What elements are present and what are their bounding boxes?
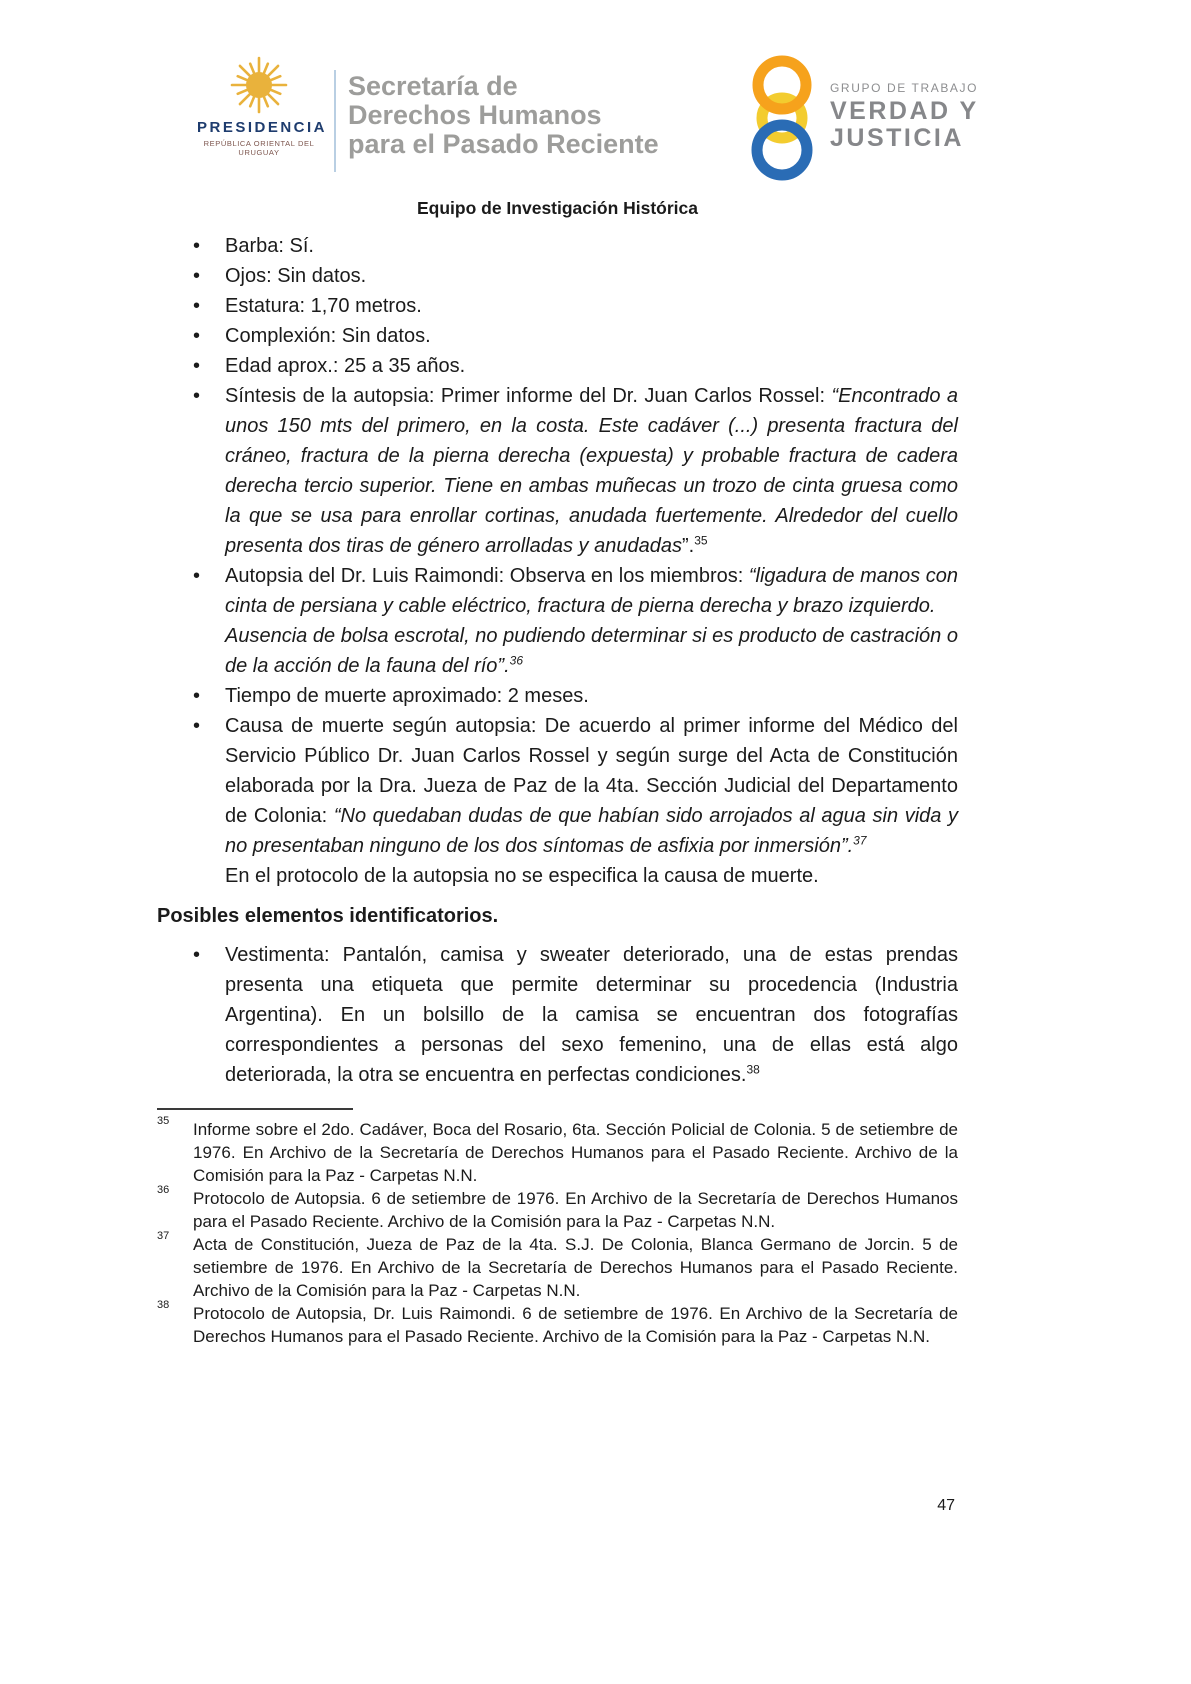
bullet-marker: • <box>193 355 201 377</box>
footnotes-section <box>0 1108 1191 1348</box>
footnote-number: 37 <box>157 1230 170 1242</box>
grupo-logo <box>744 54 979 182</box>
presidencia-logo <box>197 56 328 157</box>
list-item <box>157 940 958 1090</box>
quote-text: “No quedaban dudas de que habían sido arrojados al agua sin vida y no presentaban ninguno de los dos síntomas de asfixia por inmersión”. <box>225 805 958 857</box>
document-title: Equipo de Investigación Histórica <box>416 198 699 218</box>
quote-text: Ausencia de bolsa escrotal, no pudiendo determinar si es producto de castración o de la acción de la fauna del río”. <box>225 625 958 677</box>
secretaria-line1: Secretaría de <box>348 71 518 101</box>
footnote-text: Acta de Constitución, Jueza de Paz de la 4ta. S.J. De Colonia, Blanca Germano de Jorcin. 5 de setiembre de 1976. En Archivo de la Secretaría de Derechos Humanos para el Pasado Reciente. Archivo de la Comisión para la Paz - Carpetas N.N. <box>193 1235 958 1300</box>
presidencia-subtitle: REPÚBLICA ORIENTAL DEL URUGUAY <box>203 139 315 157</box>
bullet-marker: • <box>193 565 201 587</box>
list-item <box>157 381 958 561</box>
section-heading: Posibles elementos identificatorios. <box>157 905 499 927</box>
bullet-marker: • <box>193 295 201 317</box>
secretaria-wordmark <box>348 72 659 159</box>
list-item <box>157 561 958 681</box>
grupo-line2: VERDAD Y <box>830 97 979 125</box>
bullet-list <box>157 940 958 1090</box>
sun-icon <box>226 56 292 114</box>
item-text: Edad aprox.: 25 a 35 años. <box>225 355 466 377</box>
footnote <box>157 1230 958 1302</box>
list-item <box>157 231 958 261</box>
bullet-marker: • <box>193 385 201 407</box>
list-item <box>157 351 958 381</box>
item-text: Estatura: 1,70 metros. <box>225 295 422 317</box>
bullet-marker: • <box>193 235 201 257</box>
footnote-ref: 36 <box>509 653 523 668</box>
bullet-list <box>157 231 958 891</box>
footnote-text: Protocolo de Autopsia. 6 de setiembre de 1976. En Archivo de la Secretaría de Derechos Humanos para el Pasado Reciente. Archivo de la Comisión para la Paz - Carpetas N.N. <box>193 1189 958 1231</box>
footnote <box>157 1299 958 1348</box>
page-number: 47 <box>937 1497 955 1514</box>
item-text: Ojos: Sin datos. <box>225 265 367 287</box>
bullet-marker: • <box>193 325 201 347</box>
item-text: Complexión: Sin datos. <box>225 325 431 347</box>
list-item <box>157 681 958 711</box>
footnote-separator <box>157 1108 353 1110</box>
footnote <box>157 1184 958 1233</box>
list-item <box>157 291 958 321</box>
footnote-ref: 38 <box>746 1062 760 1077</box>
item-text: ”. <box>681 535 695 557</box>
list-item <box>157 711 958 891</box>
grupo-wordmark <box>830 54 979 152</box>
item-text: Autopsia del Dr. Luis Raimondi: Observa en los miembros: <box>225 565 749 587</box>
document-body <box>0 198 1191 1090</box>
secretaria-line3: para el Pasado Reciente <box>348 129 659 159</box>
footnote-text: Informe sobre el 2do. Cadáver, Boca del Rosario, 6ta. Sección Policial de Colonia. 5 de setiembre de 1976. En Archivo de la Secretaría de Derechos Humanos para el Pasado Reciente. Archivo de la Comisión para la Paz - Carpetas N.N. <box>193 1120 958 1185</box>
footnote-ref: 35 <box>694 533 708 548</box>
item-text: Vestimenta: Pantalón, camisa y sweater deteriorado, una de estas prendas presenta una etiqueta que permite determinar su procedencia (Industria Argentina). En un bolsillo de la camisa se encuentran dos fotografías correspondientes a personas del sexo femenino, una de ellas está algo deteriorada, la otra se encuentra en perfectas condiciones. <box>225 944 958 1086</box>
footnote-number: 35 <box>157 1115 170 1127</box>
item-text: Causa de muerte según autopsia: De acuerdo al primer informe del Médico del Servicio Público Dr. Juan Carlos Rossel y según surge del Acta de Constitución elaborada por la Dra. Jueza de Paz de la 4ta. Sección Judicial del Departamento de Colonia: <box>225 715 958 827</box>
footnote-text: Protocolo de Autopsia, Dr. Luis Raimondi. 6 de setiembre de 1976. En Archivo de la Secretaría de Derechos Humanos para el Pasado Reciente. Archivo de la Comisión para la Paz - Carpetas N.N. <box>193 1304 958 1346</box>
rings-icon <box>744 54 820 182</box>
quote-text: “ligadura de manos con cinta de persiana y cable eléctrico, fractura de pierna derecha y brazo izquierdo. <box>225 565 958 617</box>
footnote-number: 38 <box>157 1299 170 1311</box>
bullet-marker: • <box>193 265 201 287</box>
header-divider <box>334 70 336 172</box>
footnote <box>157 1115 958 1187</box>
list-item <box>157 261 958 291</box>
item-text: Barba: Sí. <box>225 235 314 257</box>
bullet-marker: • <box>193 944 201 966</box>
secretaria-line2: Derechos Humanos <box>348 100 602 130</box>
grupo-line3: JUSTICIA <box>830 124 964 152</box>
footnote-number: 36 <box>157 1184 170 1196</box>
item-text: En el protocolo de la autopsia no se especifica la causa de muerte. <box>225 865 819 887</box>
list-item <box>157 321 958 351</box>
bullet-marker: • <box>193 715 201 737</box>
footnote-ref: 37 <box>853 833 867 848</box>
page-header <box>0 0 1191 190</box>
quote-text: “Encontrado a unos 150 mts del primero, en la costa. Este cadáver (...) presenta fractura del cráneo, fractura de la pierna derecha (expuesta) y probable fractura de cadera derecha tercio superior. Tiene en ambas muñecas un trozo de cinta gruesa como la que se usa para enrollar cortinas, anudada fuertemente. Alrededor del cuello presenta dos tiras de género arrolladas y anudadas <box>225 385 958 557</box>
bullet-marker: • <box>193 685 201 707</box>
item-text: Tiempo de muerte aproximado: 2 meses. <box>225 685 589 707</box>
grupo-line1: GRUPO DE TRABAJO <box>830 81 979 95</box>
presidencia-title: PRESIDENCIA <box>197 119 328 136</box>
item-text: Síntesis de la autopsia: Primer informe del Dr. Juan Carlos Rossel: <box>225 385 832 407</box>
